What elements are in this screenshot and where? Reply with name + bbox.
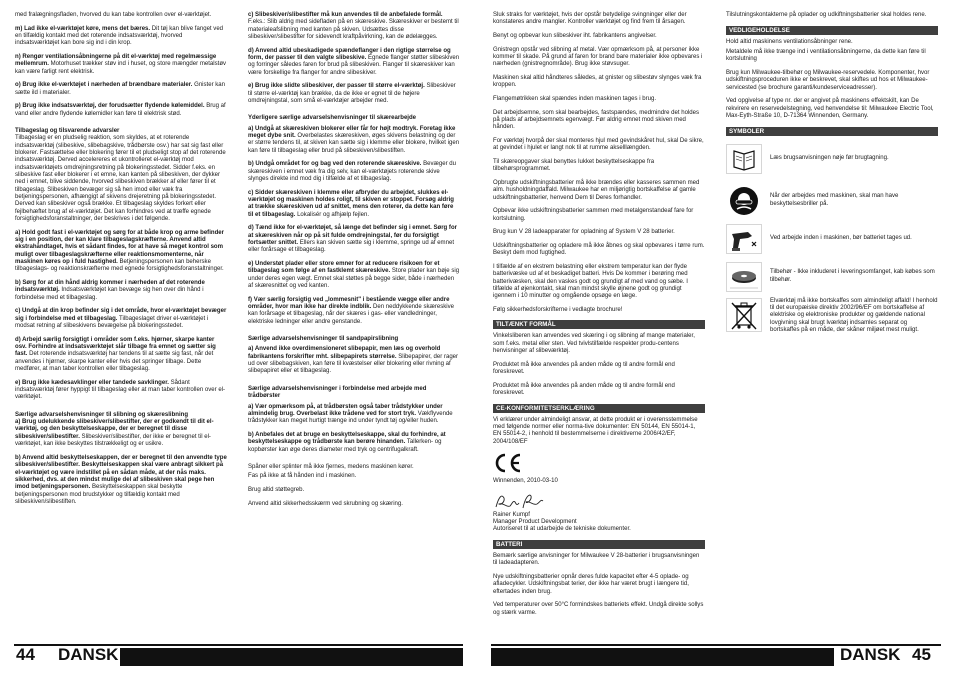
grinding-item-e: e) Brug ikke slidte slibeskiver, der passer til større el-værktøj. Slibeskiver til større el-værktøj kan brække, da de ikke er egnet til de højere omdrejningstal, som små el-værktøjer arbejder med.: [248, 83, 456, 105]
paragraph: Fas på ikke at få hånden ind i maskinen.: [248, 473, 357, 480]
page-number-right: 45: [912, 645, 931, 664]
paragraph: Opbevar ikke udskiftningsbatterier sammen med metalgenstandeaf fare for kortslutning.: [493, 208, 694, 222]
section-bar-maintenance: VEDLIGEHOLDELSE: [726, 26, 938, 35]
paragraph: Tilslutningskontakterne på oplader og udkiftningsbatterier skal holdes rene.: [726, 12, 927, 18]
grinding-item-c: c) Slibeskiver/slibestifter må kun anvendes til de anbefalede formål. F.eks.: Slib aldrig med sidefladen på en skæreskive. Skæreskiver er bestemt til materialeafslibning med kanten på skiven. Udsættes disse slibeskiver/slibestifter for sidevendt kraftpåvirkning, kan de ødelægges.: [248, 12, 459, 41]
signatory-name: Rainer Kumpf: [493, 511, 530, 518]
remove-battery-icon: [726, 224, 762, 254]
paragraph: Spåner eller splinter må ikke fjernes, medens maskinen kører.: [248, 463, 414, 470]
paragraph: Brug kun Milwaukee-tilbehør og Milwaukee-reservedele. Komponenter, hvor udskiftningsproceduren ikke er beskrevet, skal skiftes ud hos et Milwaukee-servicested (se brochure garanti/kundeserviceadresser).: [726, 69, 930, 91]
paragraph: Produktet må ikke anvendes på anden måde og til andre formål end foreskrevet.: [493, 361, 675, 376]
cutting-item-b: b) Undgå området for og bag ved den roterende skæreskive. Bevæger du skæreskiven i emnet væk fra dig selv, kan el-værktøjets roterende skive slynges direkte ind mod dig i tilfælde af et tilbageslag.: [248, 161, 457, 183]
column-1: [15, 12, 227, 513]
cutting-item-f: f) Vær særlig forsigtig ved „lommesnit" i bestående vægge eller andre områder, hvor man ikke har direkte indblik. Den neddykkende skæreskive kan forårsage et tilbageslag, når der skæres i gas- eller vandledninger, elektriske ledninger eller andre genstande.: [248, 296, 455, 325]
symbol-description: Tilbehør - Ikke inkluderet i leveringsomfanget, kab købes som tilbehør.: [770, 269, 935, 283]
paragraph: Brug kun V 28 ladeapparater for opladning af System V 28 batterier.: [493, 229, 675, 236]
paragraph: Til skæreopgaver skal benyttes lukket beskyttelseskappe fra tilbehørsprogrammet.: [493, 158, 655, 173]
paragraph: Opbrugte udskiftningsbatterier må ikke brændes eller kasseres sammen med alm. husholdningdaffald. Milwaukee har en miljørigtig bortskaffelse af gamle udskiftningsbatterier, henvend Dem til Deres forhandler.: [493, 179, 700, 201]
section-heading: Særlige advarselshenvisninger til slibning og skæreslibning: [15, 411, 189, 418]
paragraph: Gnistregn opstår ved slibning af metal. Vær opmærksom på, at personer ikke kommer til skade. På grund af faren for brand bare materialer ikke opbevares i nærheden (gnistregnområde). Brug ikke støvsuger.: [493, 46, 703, 68]
safety-item-m: m) Lad ikke el-værktøjet køre, mens det bæres. Dit tøj kan blive fanget ved en tilfældig kontakt med det roterende indsatsværktøj, hvorved indsatsværktøjet kan bore sig ind i din krop.: [15, 25, 224, 47]
signatory-title: Manager Product Development: [493, 519, 577, 526]
paragraph: Bemærk særlige anvisninger for Milwaukee V 28-batterier i brugsanvisningen til ladeadapteren.: [493, 553, 700, 567]
language-label-right: DANSK: [840, 645, 901, 664]
symbol-row-accessory: [726, 260, 938, 294]
kickback-item-b: b) Sørg for at din hånd aldrig kommer i nærheden af det roterende indsatsværktøj. Indsatsværktøjet kan bevæge sig hen over din hånd i forbindelse med et tilbageslag.: [15, 280, 205, 301]
footer-bar-right: [491, 648, 834, 666]
paragraph: Ved temperaturer over 50°C formindskes batteriets effekt. Undgå direkte sollys og stærk varme.: [493, 602, 704, 616]
symbol-description: Læs brugsanvisningen nøje før brugtagning.: [770, 154, 889, 161]
crossed-bin-icon: [726, 298, 762, 328]
paragraph: Nye udskiftningsbatterier opnår deres fulde kapacitet efter 4-5 oplade- og afladecykler. Udskiftningsbat terier, der ikke har været brugt i længere tid, eftertades inden brug.: [493, 574, 689, 595]
paragraph: Tilbageslag er en pludselig reaktion, som skyldes, at et roterende indsatsværktøj (slibeskive, slibebagskive, trådbørste osv.) har sat sig fast eller blokerer. Fastsættelse eller blokering fører til et pludseligt stop af det roterende indsatsværktøj. Derved accelereres et ukontrolleret el-værktøj mod indsatsværktøjets omdrejningsretning på blokeringsstedet. Sidder f.eks. en slibeskive fast eller blokerer i et emne, kan kanten på slibeskiven, der dykker ned i emnet, blive siddende, hvorved slibeskiven brækker af eller fører til et tilbageslag. Slibeskiven bevæger sig så hen imod eller væk fra betjeningspersonen, afhængigt af skivens drejeretning på blokeringsstedet. Derved kan slibeskiver også brække. Et tilbageslag skyldes forkert eller fejlbehæftet brug af el-værktøjet. Det kan forhindres ved at træffe egnede forsigtighedsforanstaltninger, der beskrives i det følgende.: [15, 135, 226, 223]
wire-item-b: b) Anbefales det at bruge en beskyttelseskappe, skal du forhindre, at beskyttelseskappe og trådbørste kan berøre hinanden. Tallerken- og kopbørster kan øge deres diameter med tryk og centrifugalkraft.: [248, 431, 446, 453]
ce-mark-icon: [493, 452, 705, 476]
footer-bar-left: [120, 648, 463, 666]
paragraph: Udskiftningsbatterier og opladere må ikke åbnes og skal opbevares i tørre rum. Beskyt dem mod fugtighed.: [493, 242, 705, 257]
paragraph: For værktøj hvorpå der skal monteres hjul med gevindskåret hul, skal De sikre, at gevindet i hjulet er langt nok til at rumme akselllængden.: [493, 137, 704, 152]
section-bar-battery: BATTERI: [493, 540, 705, 549]
section-bar-intended-use: TILTÆNKT FORMÅL: [493, 320, 705, 329]
paragraph: Maskinen skal altid håndteres således, at gnister og slibestøv slynges væk fra kroppen.: [493, 74, 702, 89]
section-bar-ce: CE-KONFORMITETSERKLÆRING: [493, 404, 705, 413]
signatory-authorization: Autoriseret til at udarbejde de tekniske dokumenter.: [493, 526, 631, 533]
kickback-item-e: e) Brug ikke kædesavklinger eller tandede savklinger. Sådant indsatsværktøj fører hyppigt til tilbageslag eller at man taber kontrollen over el-værktøjet.: [15, 379, 226, 401]
language-label-left: DANSK: [58, 645, 119, 664]
wire-item-a: a) Vær opmærksom på, at trådbørsten også taber trådstykker under almindelig brug. Overbelast ikke trådene ved for stort tryk. Vækflyvende trådstykker kan meget hurtigt trænge ind under tyndt tøj og/eller huden.: [248, 403, 453, 425]
grinding-item-b: b) Anvend altid beskyttelseskappen, der er beregnet til den anvendte type slibeskiver/slibestifter. Beskyttelseskappen skal være anbragt sikkert på el-værktøjet og være indstillet på en sådan måde, at der nås maks. sikkerhed, dvs. at den mindst mulige del af slibeskiven skal pege hen imod betjeningspersonen. Beskyttelseskappen skal beskytte betjeningspersonen mod brudstykker og tilfældig kontakt med slibeskiven/slibestiften.: [15, 454, 227, 505]
kickback-item-d: d) Arbejd særlig forsigtigt i områder som f.eks. hjørner, skarpe kanter osv. Forhindre at indsatsværktøjet slår tilbage fra emnet og sætter sig fast. Det roterende indsatsværktøj har tendens til at sætte sig fast, når det anvendes i hjørner, skarpe kanter eller hvis det springer tilbage. Dette medfører, at man taber kontrollen eller tilbageslag.: [15, 336, 216, 373]
symbol-row-weee: [726, 298, 938, 335]
accessory-icon: [726, 262, 762, 292]
paragraph: Hold altid maskinens ventilationsåbninger rene.: [726, 38, 853, 45]
symbol-row-remove-battery: [726, 222, 938, 256]
paragraph: Benyt og opbevar kun slibeskiver iht. fabrikantens angivelser.: [493, 32, 657, 39]
place-date: Winnenden, 2010-03-10: [493, 478, 558, 485]
section-heading: Tilbageslag og tilsvarende advarsler: [15, 127, 120, 134]
paragraph: Vinkelsliberen kan anvendes ved skæring i og slibning af mange materialer, som f.eks. metal eller sten. Ved tvivlstilfælde respekter produ-centens henvisninger af slibeværktøj.: [493, 333, 695, 355]
signature-icon: [493, 490, 705, 512]
symbol-row-read-manual: [726, 142, 938, 176]
symbol-description: Ved arbejde inden i maskinen, bør batteriet tages ud.: [770, 234, 912, 241]
symbol-row-eye-protection: [726, 184, 938, 218]
read-manual-icon: [726, 144, 762, 174]
paragraph: Det arbejdsemne, som skal bearbejdes, fastspændes, medmindre det holdes på plads af arbejdsemnets egenvægt. Før aldrig emnet mod skiven med hånden.: [493, 109, 700, 131]
symbol-description: Elværktøj må ikke bortskaffes som almindeligt affald! I henhold til det europæiske direktiv 2002/96/EF om bortskaffelse af elektriske og elektroniske produkter og gældende national lovgivning skal brugt lværktøj indsamles separat og bortskaffes på en måde, der skåner miljøet mest muligt.: [770, 297, 938, 333]
cutting-item-e: e) Understøt plader eller store emner for at reducere risikoen for et tilbageslag som følge af en fastklemt skæreskive. Store plader kan bøje sig under deres egen vægt. Emnet skal støttes på begge sider, både i nærheden af skæresnittet og ved kanten.: [248, 261, 460, 290]
symbol-description: Når der arbejdes med maskinen, skal man have beskyttelsesbriller på.: [770, 193, 899, 207]
grinding-item-a: a) Brug udelukkende slibeskiver/slibestifter, der er godkendt til dit el-værktøj, og den beskyttelseskappe, der er beregnet til disse slibeskiver/slibestifter. Slibeskiver/slibestifter, der ikke er beregnet til el-værktøjet, kan ikke beskyttes tilstrækkeligt og er usikre.: [15, 419, 214, 448]
column-2: [248, 12, 460, 514]
paragraph: Flangemøtrikken skal spændes inden maskinen tages i brug.: [493, 95, 657, 102]
cutting-item-d: d) Tænd ikke for el-værktøjet, så længe det befinder sig i emnet. Sørg for at skæreskiven når op på sit fulde omdrejningstal, før du forsigtigt fortsætter snittet. Ellers kan skiven sætte sig i klemme, springe ud af emnet eller forårsage et tilbageslag.: [248, 225, 457, 254]
section-heading: Yderligere særlige advarselshenvisninger til skærearbejde: [248, 115, 417, 122]
paragraph: med fralægningsfladen, hvorved du kan tabe kontrollen over el-værktøjet.: [15, 12, 212, 18]
paragraph: Anvend altid sikkerhedsskærm ved skrubning og skæring.: [248, 500, 403, 507]
kickback-item-c: c) Undgå at din krop befinder sig i det område, hvor el-værktøjet bevæger sig i forbindelse med et tilbageslag. Tilbageslaget driver el-værktøjet i modsat retning af slibeskivens bevægelse på blokeringsstedet.: [15, 308, 227, 330]
safety-item-n: n) Rengør ventilationsåbningerne på dit el-værktøj med regelmæssige mellemrum. Motorhuset trækker støv ind i huset, og store mængder metalstøv kan være farligt rent elektrisk.: [15, 53, 227, 75]
column-4: [726, 12, 938, 338]
cutting-item-c: c) Sidder skæreskiven i klemme eller afbryder du arbejdet, slukkes el-værktøjet og maskinen holdes roligt, til skiven er stoppet. Forsøg aldrig at trække skæreskiven ud af snittet, mens den roterer, da dette kan føre til et tilbageslag. Lokalisér og afhjælp fejlen.: [248, 189, 454, 218]
section-heading: Særlige advarselshenvisninger i forbindelse med arbejde med trådbørster: [248, 385, 427, 400]
kickback-item-a: a) Hold godt fast i el-værktøjet og sørg for at både krop og arme befinder sig i en position, der kan klare tilbageslagskræfterne. Anvend altid ekstrahåndtaget, hvis et sådant findes, for at have så meget kontrol som muligt over tilbageslagskræfterne eller reaktionsmomenterne, når maskinen køres op i fuld hastighed. Betjeningspersonen kan beherske tilbageslags- og reaktionskræfterne med egnede forsigtighedsforanstaltninger.: [15, 229, 224, 273]
cutting-item-a: a) Undgå at skæreskiven blokerer eller får for højt modtryk. Foretag ikke meget dybe snit. Overbelastes skæreskiven, øges skivens belastning og der er større tendens til, at skiven kan sætte sig i klemme eller blokere, hvilket igen kan føre til tilbageslag eller brud på slibeskiven/slibestiften.: [248, 125, 460, 154]
paragraph: Følg sikkerhedsforskrifterne i vedlagte brochure!: [493, 306, 623, 313]
paragraph: I tilfælde af en ekstrem belastning eller ekstrem temperatur kan der flyde batterivæske ud af et beskadiget batteri. Hvis De kommer i berøring med batterivæsken, skal den vaskes godt og grundigt af med vand og sæbe. I tilfælde af øjenkontakt, skal man mindst skylle øjnene godt og grundigt igennem i 10 minutter og omgående opsøge en læge.: [493, 263, 688, 300]
paragraph: Metaldele må ikke trænge ind i ventilationsåbningerne, da dette kan føre til kortslutning: [726, 48, 926, 63]
paragraph: Sluk straks for værktøjet, hvis der opstår betydelige svingninger eller der konstateres andre mangler. Kontroller værktøjet og find frem til årsagen.: [493, 12, 687, 26]
safety-item-p: p) Brug ikke indsatsværktøj, der forudsætter flydende kølemiddel. Brug af vand eller andre flydende kølemidler kan føre til elektrisk stød.: [15, 103, 226, 117]
safety-item-o: o) Brug ikke el-værktøjet i nærheden af brændbare materialer. Gnister kan sætte ild i materialer.: [15, 82, 226, 96]
paragraph: Produktet må ikke anvendes på anden måde og til andre formål end foreskrevet.: [493, 382, 675, 397]
section-bar-symbols: SYMBOLER: [726, 127, 938, 136]
page-number-left: 44: [16, 645, 35, 664]
column-3: [493, 12, 705, 623]
grinding-item-d: d) Anvend altid ubeskadigede spændeflanger i den rigtige størrelse og form, der passer til den valgte slibeskive. Egnede flanger støtter slibeskiven og forringer således faren for brud på slibeskiven. Flanger til skæreskiver kan være forskellige fra flanger for andre slibeskiver.: [248, 47, 460, 76]
section-heading: Særlige advarselshenvisninger til sandpapirslibning: [248, 336, 399, 343]
paragraph: Vi erklærer under almindeligt ansvar, at dette produkt er i overensstemmelse med følgende normer eller norma-tive dokumenter: EN 50144, EN 55014-1, EN 55014-2, i henhold til bestemmelserne i direktiverne 2006/42/EF, 2004/108/EF: [493, 416, 698, 445]
sanding-item-a: a) Anvend ikke overdimensioneret slibepapir, men læs og overhold fabrikantens forskrifter mht. slibepapirets størrelse. Slibepapirer, der rager ud over slibebagskiven, kan føre til kvæstelser eller blokering eller rivning af slibepapiret eller et tilbageslag.: [248, 346, 459, 375]
paragraph: Ved opgivelse af type nr. der er angivet på maskinens effektskilt, kan De rekvirere en reservedelstegning, ved henvendelse til: Milwaukee Electric Tool, Max-Eyth-Straße 10, D-71364 Winnenden, Germany.: [726, 98, 934, 119]
paragraph: Brug altid støttegreb.: [248, 486, 305, 493]
eye-protection-icon: [726, 186, 762, 216]
